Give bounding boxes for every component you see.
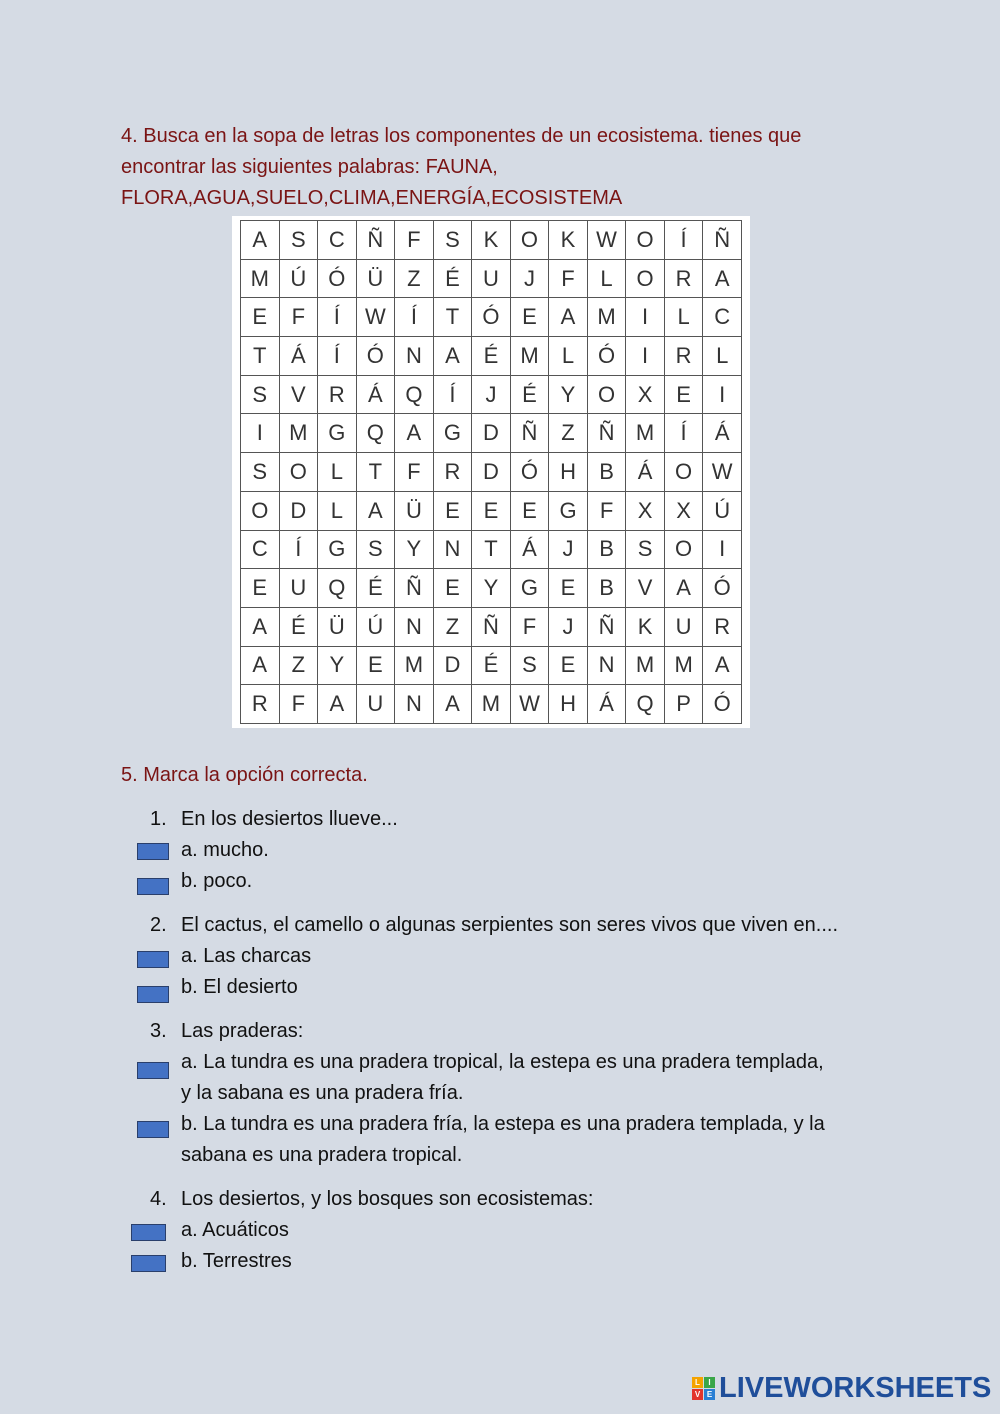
grid-cell: I bbox=[703, 375, 742, 414]
grid-row bbox=[241, 414, 742, 453]
word-search-grid bbox=[232, 216, 750, 728]
grid-cell: C bbox=[703, 298, 742, 337]
grid-cell: F bbox=[395, 221, 434, 260]
grid-cell: Á bbox=[279, 337, 318, 376]
grid-cell: Ü bbox=[395, 491, 434, 530]
grid-cell: D bbox=[433, 646, 472, 685]
grid-cell: O bbox=[241, 491, 280, 530]
grid-cell: C bbox=[318, 221, 357, 260]
grid-cell: F bbox=[549, 259, 588, 298]
instruction-4-line-1: 4. Busca en la sopa de letras los componentes de un ecosistema. tienes que bbox=[121, 125, 802, 147]
grid-cell: L bbox=[318, 491, 357, 530]
grid-cell: E bbox=[433, 491, 472, 530]
grid-cell: É bbox=[433, 259, 472, 298]
grid-cell: F bbox=[587, 491, 626, 530]
grid-cell: R bbox=[241, 685, 280, 724]
grid-cell: J bbox=[510, 259, 549, 298]
grid-cell: É bbox=[472, 337, 511, 376]
grid-cell: V bbox=[279, 375, 318, 414]
grid-cell: O bbox=[664, 453, 703, 492]
grid-cell: I bbox=[703, 530, 742, 569]
grid-cell: E bbox=[664, 375, 703, 414]
grid-row bbox=[241, 337, 742, 376]
grid-cell: J bbox=[472, 375, 511, 414]
grid-cell: B bbox=[587, 453, 626, 492]
grid-cell: R bbox=[703, 607, 742, 646]
grid-cell: U bbox=[356, 685, 395, 724]
grid-cell: Ñ bbox=[587, 607, 626, 646]
grid-cell: O bbox=[587, 375, 626, 414]
grid-cell: Z bbox=[395, 259, 434, 298]
grid-cell: Ñ bbox=[395, 569, 434, 608]
grid-cell: E bbox=[549, 569, 588, 608]
grid-cell: T bbox=[433, 298, 472, 337]
grid-cell: A bbox=[703, 259, 742, 298]
grid-cell: Á bbox=[626, 453, 665, 492]
question-2-option-a-checkbox[interactable] bbox=[137, 951, 169, 968]
question-3-option-b-line-1: b. La tundra es una pradera fría, la estepa es una pradera templada, y la bbox=[181, 1113, 825, 1135]
grid-cell: W bbox=[356, 298, 395, 337]
grid-cell: L bbox=[703, 337, 742, 376]
question-1-number: 1. bbox=[150, 808, 167, 830]
grid-cell: Ú bbox=[356, 607, 395, 646]
grid-cell: Ó bbox=[587, 337, 626, 376]
liveworksheets-logo-mark-icon bbox=[692, 1377, 715, 1400]
grid-cell: Q bbox=[318, 569, 357, 608]
grid-cell: A bbox=[433, 685, 472, 724]
grid-cell: M bbox=[626, 414, 665, 453]
question-1-text: En los desiertos llueve... bbox=[181, 808, 398, 830]
grid-cell: R bbox=[433, 453, 472, 492]
grid-cell: E bbox=[510, 298, 549, 337]
grid-cell: L bbox=[549, 337, 588, 376]
question-3-option-b bbox=[181, 1109, 881, 1171]
grid-cell: A bbox=[241, 221, 280, 260]
grid-cell: Í bbox=[318, 298, 357, 337]
question-3-text: Las praderas: bbox=[181, 1020, 304, 1042]
grid-cell: E bbox=[549, 646, 588, 685]
grid-cell: I bbox=[626, 337, 665, 376]
instruction-4 bbox=[121, 121, 881, 214]
grid-cell: X bbox=[626, 375, 665, 414]
grid-cell: Ñ bbox=[356, 221, 395, 260]
grid-cell: Í bbox=[664, 414, 703, 453]
grid-cell: A bbox=[664, 569, 703, 608]
grid-row bbox=[241, 685, 742, 724]
grid-cell: A bbox=[356, 491, 395, 530]
logo-mark-letter: I bbox=[704, 1377, 715, 1388]
grid-cell: G bbox=[318, 530, 357, 569]
grid-cell: N bbox=[587, 646, 626, 685]
question-3-option-a bbox=[181, 1047, 881, 1109]
grid-cell: Í bbox=[279, 530, 318, 569]
grid-cell: K bbox=[549, 221, 588, 260]
grid-cell: E bbox=[433, 569, 472, 608]
grid-cell: F bbox=[279, 685, 318, 724]
instruction-4-line-2: encontrar las siguientes palabras: FAUNA, bbox=[121, 156, 498, 178]
grid-row bbox=[241, 221, 742, 260]
grid-cell: F bbox=[395, 453, 434, 492]
grid-cell: W bbox=[510, 685, 549, 724]
grid-cell: L bbox=[587, 259, 626, 298]
grid-cell: N bbox=[433, 530, 472, 569]
grid-cell: E bbox=[356, 646, 395, 685]
question-3-option-a-line-2: y la sabana es una pradera fría. bbox=[181, 1082, 464, 1104]
grid-cell: H bbox=[549, 685, 588, 724]
liveworksheets-logo bbox=[692, 1372, 991, 1405]
grid-cell: W bbox=[703, 453, 742, 492]
grid-cell: O bbox=[664, 530, 703, 569]
grid-cell: U bbox=[279, 569, 318, 608]
grid-cell: A bbox=[318, 685, 357, 724]
grid-cell: S bbox=[510, 646, 549, 685]
grid-cell: K bbox=[472, 221, 511, 260]
grid-cell: Á bbox=[703, 414, 742, 453]
grid-row bbox=[241, 569, 742, 608]
grid-cell: É bbox=[510, 375, 549, 414]
grid-cell: É bbox=[279, 607, 318, 646]
grid-cell: F bbox=[510, 607, 549, 646]
grid-cell: G bbox=[318, 414, 357, 453]
grid-cell: J bbox=[549, 530, 588, 569]
grid-cell: M bbox=[395, 646, 434, 685]
grid-cell: Ú bbox=[703, 491, 742, 530]
question-2-option-b: b. El desierto bbox=[181, 976, 298, 998]
grid-cell: T bbox=[241, 337, 280, 376]
instruction-4-line-3: FLORA,AGUA,SUELO,CLIMA,ENERGÍA,ECOSISTEMA bbox=[121, 187, 623, 209]
grid-cell: B bbox=[587, 569, 626, 608]
grid-cell: M bbox=[587, 298, 626, 337]
grid-cell: E bbox=[241, 298, 280, 337]
grid-cell: Y bbox=[549, 375, 588, 414]
question-3-option-b-checkbox[interactable] bbox=[137, 1121, 169, 1138]
grid-cell: Á bbox=[510, 530, 549, 569]
grid-cell: Ó bbox=[356, 337, 395, 376]
grid-cell: Q bbox=[395, 375, 434, 414]
grid-cell: Ó bbox=[318, 259, 357, 298]
grid-cell: M bbox=[472, 685, 511, 724]
grid-cell: É bbox=[472, 646, 511, 685]
grid-row bbox=[241, 453, 742, 492]
grid-cell: O bbox=[626, 259, 665, 298]
grid-cell: N bbox=[395, 337, 434, 376]
grid-cell: J bbox=[549, 607, 588, 646]
question-3-option-a-checkbox[interactable] bbox=[137, 1062, 169, 1079]
grid-cell: W bbox=[587, 221, 626, 260]
grid-row bbox=[241, 530, 742, 569]
grid-cell: M bbox=[241, 259, 280, 298]
grid-cell: I bbox=[626, 298, 665, 337]
grid-cell: Q bbox=[356, 414, 395, 453]
grid-cell: A bbox=[703, 646, 742, 685]
logo-mark-letter: E bbox=[704, 1389, 715, 1400]
grid-cell: N bbox=[395, 607, 434, 646]
grid-row bbox=[241, 298, 742, 337]
grid-cell: Ó bbox=[510, 453, 549, 492]
grid-cell: D bbox=[279, 491, 318, 530]
instruction-5: 5. Marca la opción correcta. bbox=[121, 764, 368, 786]
grid-cell: Q bbox=[626, 685, 665, 724]
grid-cell: Ó bbox=[703, 685, 742, 724]
grid-cell: S bbox=[626, 530, 665, 569]
grid-cell: L bbox=[664, 298, 703, 337]
grid-cell: Ú bbox=[279, 259, 318, 298]
logo-mark-letter: L bbox=[692, 1377, 703, 1388]
grid-cell: H bbox=[549, 453, 588, 492]
grid-row bbox=[241, 491, 742, 530]
grid-cell: S bbox=[241, 453, 280, 492]
grid-cell: E bbox=[510, 491, 549, 530]
grid-cell: Z bbox=[433, 607, 472, 646]
question-3-number: 3. bbox=[150, 1020, 167, 1042]
grid-cell: Ó bbox=[703, 569, 742, 608]
grid-cell: U bbox=[664, 607, 703, 646]
grid-cell: Ñ bbox=[703, 221, 742, 260]
grid-cell: V bbox=[626, 569, 665, 608]
question-1-option-a-checkbox[interactable] bbox=[137, 843, 169, 860]
grid-cell: P bbox=[664, 685, 703, 724]
grid-cell: Y bbox=[395, 530, 434, 569]
grid-cell: G bbox=[510, 569, 549, 608]
grid-cell: Ü bbox=[356, 259, 395, 298]
grid-cell: Ñ bbox=[510, 414, 549, 453]
question-2-option-a: a. Las charcas bbox=[181, 945, 312, 967]
grid-row bbox=[241, 259, 742, 298]
logo-mark-letter: V bbox=[692, 1389, 703, 1400]
grid-cell: Ü bbox=[318, 607, 357, 646]
grid-cell: K bbox=[626, 607, 665, 646]
grid-cell: E bbox=[472, 491, 511, 530]
grid-row bbox=[241, 607, 742, 646]
grid-cell: S bbox=[241, 375, 280, 414]
question-1-option-b: b. poco. bbox=[181, 870, 253, 892]
grid-cell: Y bbox=[472, 569, 511, 608]
question-2-option-b-checkbox[interactable] bbox=[137, 986, 169, 1003]
grid-cell: B bbox=[587, 530, 626, 569]
grid-row bbox=[241, 646, 742, 685]
question-3-option-b-line-2: sabana es una pradera tropical. bbox=[181, 1144, 463, 1166]
grid-cell: D bbox=[472, 414, 511, 453]
grid-cell: Z bbox=[549, 414, 588, 453]
grid-cell: I bbox=[241, 414, 280, 453]
question-4-option-b-checkbox[interactable] bbox=[131, 1255, 166, 1272]
grid-cell: X bbox=[664, 491, 703, 530]
grid-cell: Í bbox=[318, 337, 357, 376]
grid-cell: A bbox=[549, 298, 588, 337]
grid-cell: R bbox=[664, 337, 703, 376]
grid-cell: O bbox=[510, 221, 549, 260]
grid-cell: G bbox=[433, 414, 472, 453]
grid-cell: M bbox=[626, 646, 665, 685]
question-4-option-b: b. Terrestres bbox=[181, 1250, 292, 1272]
grid-cell: M bbox=[510, 337, 549, 376]
grid-cell: Y bbox=[318, 646, 357, 685]
question-4-number: 4. bbox=[150, 1188, 167, 1210]
grid-row bbox=[241, 375, 742, 414]
question-2-text: El cactus, el camello o algunas serpientes son seres vivos que viven en.... bbox=[181, 914, 839, 936]
grid-cell: C bbox=[241, 530, 280, 569]
grid-cell: Í bbox=[664, 221, 703, 260]
grid-cell: O bbox=[279, 453, 318, 492]
grid-cell: Ñ bbox=[472, 607, 511, 646]
grid-cell: A bbox=[241, 646, 280, 685]
grid-cell: É bbox=[356, 569, 395, 608]
grid-cell: M bbox=[279, 414, 318, 453]
grid-cell: D bbox=[472, 453, 511, 492]
grid-cell: N bbox=[395, 685, 434, 724]
grid-cell: A bbox=[395, 414, 434, 453]
grid-cell: G bbox=[549, 491, 588, 530]
question-4-option-a-checkbox[interactable] bbox=[131, 1224, 166, 1241]
question-1-option-a: a. mucho. bbox=[181, 839, 269, 861]
grid-cell: Á bbox=[587, 685, 626, 724]
grid-cell: E bbox=[241, 569, 280, 608]
grid-cell: S bbox=[279, 221, 318, 260]
grid-cell: U bbox=[472, 259, 511, 298]
question-3-option-a-line-1: a. La tundra es una pradera tropical, la estepa es una pradera templada, bbox=[181, 1051, 824, 1073]
question-1-option-b-checkbox[interactable] bbox=[137, 878, 169, 895]
grid-cell: S bbox=[356, 530, 395, 569]
grid-cell: A bbox=[241, 607, 280, 646]
grid-cell: Í bbox=[395, 298, 434, 337]
grid-cell: T bbox=[472, 530, 511, 569]
grid-cell: S bbox=[433, 221, 472, 260]
grid-cell: F bbox=[279, 298, 318, 337]
grid-cell: M bbox=[664, 646, 703, 685]
grid-cell: X bbox=[626, 491, 665, 530]
grid-cell: R bbox=[318, 375, 357, 414]
grid-cell: A bbox=[433, 337, 472, 376]
question-4-text: Los desiertos, y los bosques son ecosistemas: bbox=[181, 1188, 594, 1210]
grid-cell: Á bbox=[356, 375, 395, 414]
grid-cell: O bbox=[626, 221, 665, 260]
question-2-number: 2. bbox=[150, 914, 167, 936]
liveworksheets-logo-text: LIVEWORKSHEETS bbox=[719, 1372, 992, 1404]
grid-cell: Í bbox=[433, 375, 472, 414]
grid-cell: Z bbox=[279, 646, 318, 685]
grid-cell: R bbox=[664, 259, 703, 298]
question-4-option-a: a. Acuáticos bbox=[181, 1219, 289, 1241]
grid-cell: L bbox=[318, 453, 357, 492]
grid-cell: Ñ bbox=[587, 414, 626, 453]
grid-cell: Ó bbox=[472, 298, 511, 337]
grid-cell: T bbox=[356, 453, 395, 492]
